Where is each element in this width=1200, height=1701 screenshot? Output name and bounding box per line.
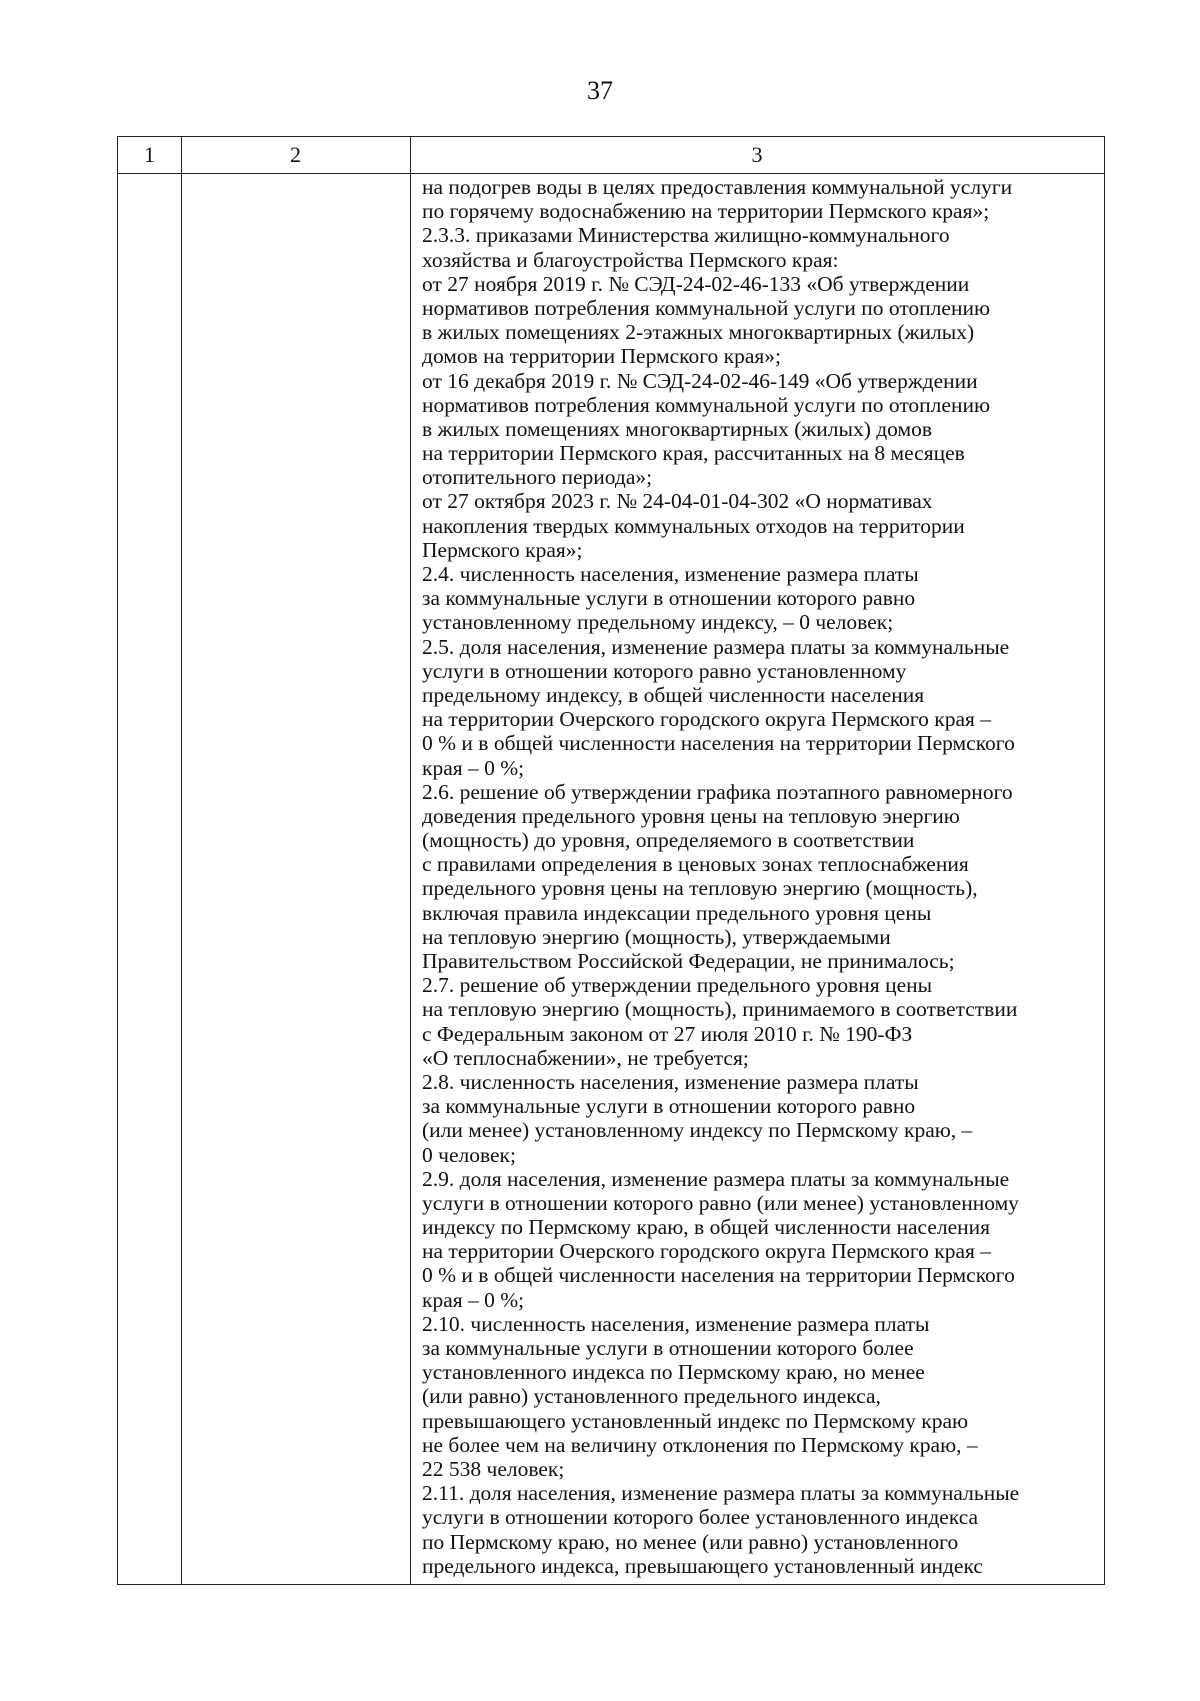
text-line: 2.5. доля населения, изменение размера платы за коммунальные [422, 634, 1010, 659]
text-line: за коммунальные услуги в отношении которого равно [422, 1094, 916, 1119]
text-line: индексу по Пермскому краю, в общей численности населения [422, 1215, 991, 1240]
table-header-row [118, 137, 1104, 174]
text-line: 2.4. численность населения, изменение размера платы [422, 562, 919, 586]
table-cell-column-3 [422, 175, 1096, 1584]
text-line: 2.6. решение об утверждении графика поэтапного равномерного [422, 779, 1013, 804]
text-line: за коммунальные услуги в отношении которого более [422, 1336, 914, 1360]
text-line: нормативов потребления коммунальной услуги по отоплению [422, 392, 991, 417]
text-line: доведения предельного уровня цены на тепловую энергию [422, 803, 960, 828]
text-line: на территории Пермского края, рассчитанных на 8 месяцев [422, 441, 965, 466]
document-table [117, 136, 1105, 1585]
text-line: от 27 октября 2023 г. № 24-04-01-04-302 «О нормативах [422, 489, 933, 514]
column-header-1: 1 [144, 142, 155, 167]
column-divider [181, 137, 182, 1584]
text-line: (мощность) до уровня, определяемого в соответствии [422, 828, 915, 853]
text-line: (или равно) установленного предельного индекса, [422, 1384, 881, 1409]
text-line: 2.10. численность населения, изменение размера платы [422, 1311, 930, 1336]
text-line: услуги в отношении которого более установленного индекса [422, 1505, 979, 1530]
text-line: за коммунальные услуги в отношении которого равно [422, 586, 916, 611]
text-line: хозяйства и благоустройства Пермского края: [422, 247, 839, 272]
text-line: накопления твердых коммунальных отходов на территории [422, 513, 965, 538]
text-line: на тепловую энергию (мощность), утверждаемыми [422, 924, 891, 949]
text-line: отопительного периода»; [422, 465, 653, 490]
text-line: по горячему водоснабжению на территории Пермского края»; [422, 199, 990, 224]
text-line: на подогрев воды в целях предоставления коммунальной услуги [422, 175, 1013, 199]
text-line: на территории Очерского городского округа Пермского края – [422, 1239, 992, 1264]
text-line: установленного индекса по Пермскому краю, но менее [422, 1360, 925, 1385]
text-line: предельного уровня цены на тепловую энергию (мощность), [422, 876, 978, 901]
text-line: домов на территории Пермского края»; [422, 344, 782, 369]
text-line: предельного индекса, превышающего установленный индекс [422, 1553, 983, 1578]
column-header-2: 2 [290, 142, 301, 167]
text-line: 2.9. доля населения, изменение размера платы за коммунальные [422, 1166, 1010, 1191]
text-line: по Пермскому краю, но менее (или равно) установленного [422, 1529, 959, 1554]
text-line: Правительством Российской Федерации, не принималось; [422, 949, 955, 973]
column-divider [410, 137, 411, 1584]
text-line: «О теплоснабжении», не требуется; [422, 1045, 749, 1070]
text-line: с правилами определения в ценовых зонах теплоснабжения [422, 852, 969, 877]
text-line: 2.3.3. приказами Министерства жилищно-коммунального [422, 223, 950, 248]
page-number: 37 [587, 76, 613, 105]
text-line: на тепловую энергию (мощность), принимаемого в соответствии [422, 997, 1018, 1022]
text-line: с Федеральным законом от 27 июля 2010 г. № 190-ФЗ [422, 1021, 913, 1046]
text-line: включая правила индексации предельного уровня цены [422, 900, 932, 925]
text-line: в жилых помещениях многоквартирных (жилых) домов [422, 416, 933, 441]
text-line: 2.7. решение об утверждении предельного уровня цены [422, 973, 933, 998]
text-line: от 16 декабря 2019 г. № СЭД-24-02-46-149 «Об утверждении [422, 368, 978, 393]
text-line: Пермского края»; [422, 537, 583, 562]
text-line: услуги в отношении которого равно (или менее) установленному [422, 1190, 1019, 1215]
text-line: 0 % и в общей численности населения на территории Пермского [422, 731, 1015, 756]
text-line: края – 0 %; [422, 755, 525, 780]
text-line: нормативов потребления коммунальной услуги по отоплению [422, 295, 991, 320]
text-line: предельному индексу, в общей численности населения [422, 682, 925, 707]
text-line: установленному предельному индексу, – 0 человек; [422, 610, 894, 635]
text-line: 0 человек; [422, 1142, 516, 1167]
text-line: на территории Очерского городского округа Пермского края – [422, 707, 992, 732]
text-line: 2.11. доля населения, изменение размера платы за коммунальные [422, 1481, 1020, 1506]
text-line: от 27 ноября 2019 г. № СЭД-24-02-46-133 «Об утверждении [422, 271, 970, 296]
text-line: 22 538 человек; [422, 1456, 565, 1481]
text-line: в жилых помещениях 2-этажных многоквартирных (жилых) [422, 320, 975, 345]
text-line: превышающего установленный индекс по Пермскому краю [422, 1408, 969, 1433]
text-line: не более чем на величину отклонения по Пермскому краю, – [422, 1432, 978, 1457]
text-line: 2.8. численность населения, изменение размера платы [422, 1069, 919, 1094]
column-header-3: 3 [751, 142, 763, 167]
text-line: 0 % и в общей численности населения на территории Пермского [422, 1263, 1015, 1288]
text-line: края – 0 %; [422, 1287, 525, 1312]
text-line: услуги в отношении которого равно установленному [422, 658, 907, 683]
text-line: (или менее) установленному индексу по Пермскому краю, – [422, 1118, 973, 1143]
